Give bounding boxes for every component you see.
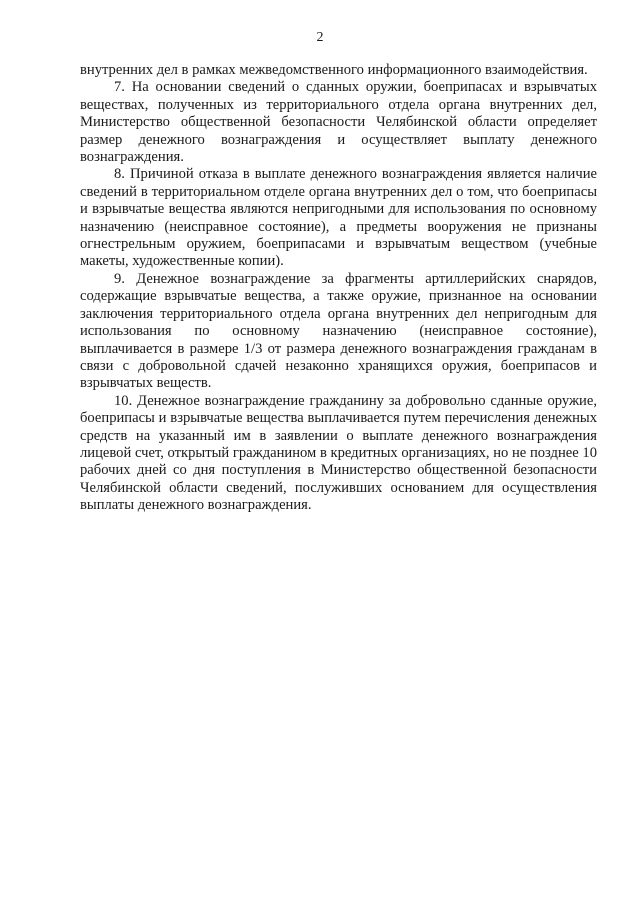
paragraph-continuation: внутренних дел в рамках межведомственного информационного взаимодействия. — [80, 62, 588, 78]
page-number: 2 — [316, 30, 324, 45]
paragraph-10: 10. Денежное вознаграждение гражданину за добровольно сданные оружие, боеприпасы и взрывчатые вещества выплачивается путем перечисления денежных средств на указанный им в заявлении о выплате денежного вознаграждения лицевой счет, открытый гражданином в кредитных организациях, но не позднее 10 рабочих дней со дня поступления в Министерство общественной безопасности Челябинской области сведений, послуживших основанием для осуществления выплаты денежного вознаграждения. — [80, 392, 597, 514]
paragraph-9: 9. Денежное вознаграждение за фрагменты артиллерийских снарядов, содержащие взрывчатые вещества, а также оружие, признанное на основании заключения территориального отдела органа внутренних дел непригодным для использования по основному назначению (неисправное состояние), выплачивается в размере 1/3 от размера денежного вознаграждения гражданам в связи с добровольной сдачей незаконно хранящихся оружия, боеприпасов и взрывчатых веществ. — [80, 270, 597, 392]
paragraph-8: 8. Причиной отказа в выплате денежного вознаграждения является наличие сведений в территориальном отделе органа внутренних дел о том, что боеприпасы и взрывчатые вещества являются непригодными для использования по основному назначению (неисправное состояние), а предметы вооружения не признаны огнестрельным оружием, боеприпасами и взрывчатым веществом (учебные макеты, художественные копии). — [80, 166, 597, 270]
paragraph-7: 7. На основании сведений о сданных оружии, боеприпасах и взрывчатых веществах, полученных из территориального отдела органа внутренних дел, Министерство общественной безопасности Челябинской области определяет размер денежного вознаграждения и осуществляет выплату денежного вознаграждения. — [80, 79, 597, 166]
document-body — [80, 62, 597, 515]
